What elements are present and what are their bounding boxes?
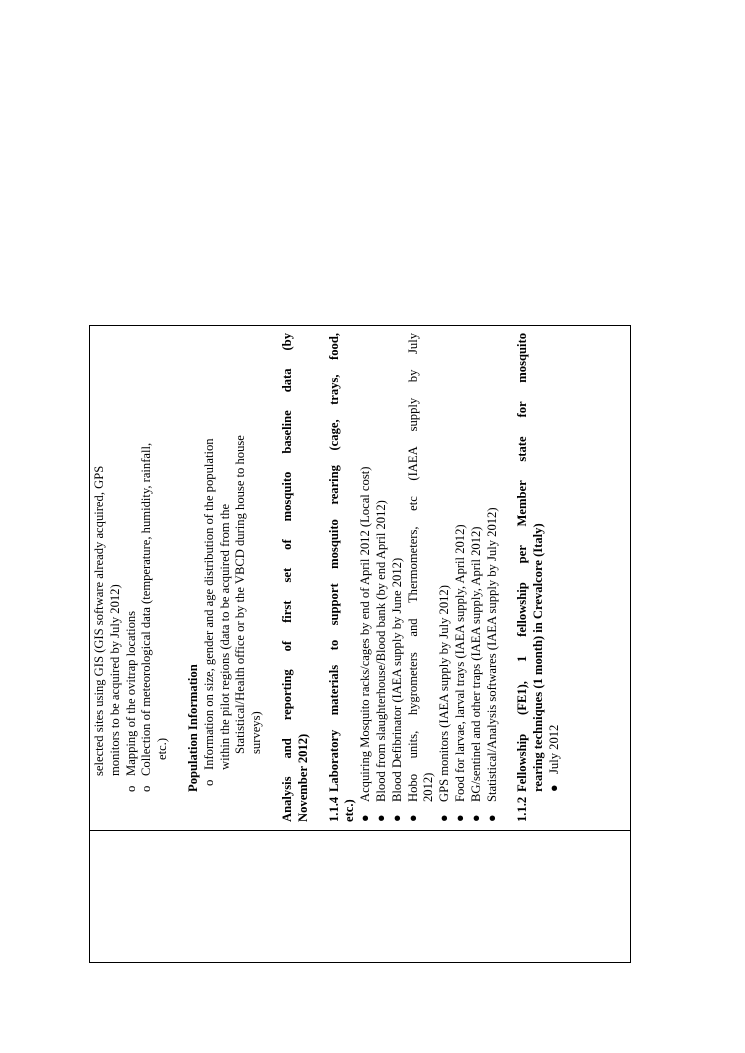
bullet-icon: ● [358,814,373,822]
section-1-1-4-heading [327,333,343,822]
list-item-hobo [406,333,438,822]
list-item-ovitrap [124,333,140,822]
item-text: Blood Defibrinator (IAEA supply by June 2012) [389,557,404,802]
meteo-line-1: Collection of meteorological data (temperature, humidity, rainfall, [139,442,154,776]
population-line-3: Statistical/Health office or by the VBCD during house to house [233,435,248,754]
bullet-icon: ● [405,814,420,822]
ovitrap-text: Mapping of the ovitrap locations [123,610,138,776]
population-heading: Population Information [185,664,200,792]
section-1-1-4-title-1: Laboratory materials to support mosquito rearing (cage, trays, food, [326,333,341,792]
section-1-1-2-title-2: rearing techniques (1 month) in Crevalcore (Italy) [531,523,546,792]
meteo-line-2: etc.) [155,737,170,760]
item-text: Statistical/Analysis softwares (IAEA supply by July 2012) [484,507,499,802]
list-item [453,333,469,822]
bullet-icon: ● [389,814,404,822]
bullet-icon: ● [437,814,452,822]
section-number: 1.1.2 [515,796,530,822]
item-text: Blood from slaughterhouse/Blood bank (by end April 2012) [373,500,388,802]
population-line-4: surveys) [249,711,264,754]
analysis-line-1: Analysis and reporting of first set of mosquito baseline data (by [279,333,294,822]
list-item-meteorological [139,333,171,822]
bullet-icon: ● [373,814,388,822]
list-item [437,333,453,822]
rotated-table-cell [88,325,633,830]
list-item [358,333,374,822]
gis-line-2: monitors to be acquired by July 2012) [107,584,122,776]
analysis-line-2: November 2012) [295,733,310,822]
list-item [374,333,390,822]
july-text: July 2012 [546,724,561,774]
item-text: Acquiring Mosquito racks/cages by end of April 2012 (Local cost) [358,466,373,802]
bullet-icon: ● [468,814,483,822]
population-line-2: within the pilot regions (data to be acquired from the [217,503,232,770]
bullet-icon: ● [484,814,499,822]
section-1-1-2-title-1: Fellowship (FE1), 1 fellowship per Member state for mosquito [515,333,530,792]
list-item-july [547,333,563,822]
circle-bullet-icon: o [139,785,154,792]
bullet-icon: ● [546,784,561,792]
circle-bullet-icon: o [201,779,216,786]
bullet-icon: ● [452,814,467,822]
hobo-line-2: 2012) [421,772,436,802]
section-1-1-4-title-2: etc.) [342,799,357,822]
table-column-divider [89,830,631,831]
circle-bullet-icon: o [123,785,138,792]
population-line-1: Information on size, gender and age distribution of the population [201,438,216,770]
section-number: 1.1.4 [326,796,341,822]
list-item-population [202,333,265,822]
list-item [469,333,485,822]
section-1-1-2-heading [515,333,547,822]
list-item [390,333,406,822]
hobo-line-1: Hobo units, hygrometers and Thermometers, etc (IAEA supply by July [405,333,420,802]
item-text: GPS monitors (IAEA supply by July 2012) [437,585,452,802]
item-text: BG/sentinel and other traps (IAEA supply, April 2012) [468,526,483,802]
list-item [485,333,501,822]
gis-line-1: selected sites using GIS (GIS software already acquired, GPS [92,465,106,776]
item-text: Food for larvae, larval trays (IAEA supply, April 2012) [452,524,467,802]
